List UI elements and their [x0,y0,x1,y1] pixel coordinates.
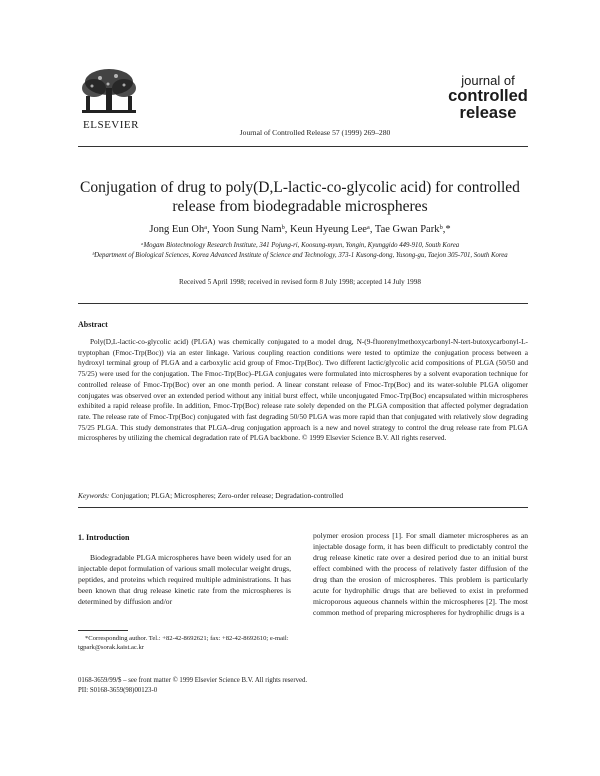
article-title: Conjugation of drug to poly(D,L-lactic-co-glycolic acid) for controlled release from biodegradable microspheres [80,179,520,215]
journal-logo-line3: release [459,103,517,122]
keywords-list: Conjugation; PLGA; Microspheres; Zero-order release; Degradation-controlled [111,491,344,500]
pii-line: PII: S0168-3659(98)00123-0 [78,687,158,694]
abstract-heading: Abstract [78,320,108,329]
received-dates: Received 5 April 1998; received in revised form 8 July 1998; accepted 14 July 1998 [179,278,421,286]
intro-right-column: polymer erosion process [1]. For small diameter microspheres as an injectable dosage form, it has been difficult to predictably control the drug release kinetic rate over a desired period due to an initial burst effect combined with the process of relatively faster diffusion of the drug than the erosion of microspheres. This problem is particularly acute for hydrophilic drugs that are believed to exist in preformed microporous aqueous channels within the microspheres [2]. The most common method of preparing microspheres for hydrophilic drugs is a [313,531,528,618]
affiliation-a: ᵃMogam Biotechnology Research Institute, 341 Pojung-ri, Koosung-myun, Yongin, Kyunggido 449-910, South Korea [140,242,460,249]
affiliation-b: ᵇDepartment of Biological Sciences, Korea Advanced Institute of Science and Technology, 373-1 Kusong-dong, Yusong-gu, Taejon 305-701, South Korea [92,252,508,259]
publisher-name: ELSEVIER [83,119,139,131]
keywords-label: Keywords: [78,491,110,500]
divider-bottom [78,507,528,508]
header-divider [78,146,528,147]
front-matter [78,676,528,696]
journal-logo-line2: controlled [448,87,528,105]
footnote-divider [78,630,128,631]
abstract-text: Poly(D,L-lactic-co-glycolic acid) (PLGA) was chemically conjugated to a model drug, N-(9-fluorenylmethoxycarbonyl-N-tert-butoxycarbonyl-L-tryptophan (Fmoc-Trp(Boc)) via an ester linkage. Various coupling reaction conditions were tested to optimize the conjugation process between a hydroxyl terminal group of PLGA and a carboxylic acid group of Fmoc-Trp(Boc). Two different lactic/glycolic acid compositions of PLGA (50/50 and 75/25) were used for the conjugation. The Fmoc-Trp(Boc)–PLGA conjugates were formulated into microspheres by a solvent evaporation technique for controlled release of Fmoc-Trp(Boc) over an one month period. A linear constant release of Fmoc-Trp(Boc) and its water-soluble PLGA oligomer conjugates was observed over an extended period without any initial burst effect, while unconjugated Fmoc-Trp(Boc) encapsulated within microspheres exhibited a rapid release profile. In addition, Fmoc-Trp(Boc) release rate solely depended on the PLGA composition that affected polymer degradation rate. The release rate of Fmoc-Trp(Boc) conjugated with fast degrading 50/50 PLGA was more rapid than that conjugated with relatively slow degrading 75/25 PLGA. This study demonstrates that PLGA–drug conjugation approach is a new and novel strategy to control the drug release rate from PLGA microspheres by utilizing the chemical degradation rate of PLGA backbone. © 1999 Elsevier Science B.V. All rights reserved. [78,337,528,443]
intro-left-column: Biodegradable PLGA microspheres have been widely used for an injectable depot formulation of various small molecular weight drugs, peptides, and proteins which required multiple administrations. It has been known that drug release kinetic rate from the microspheres is determined by diffusion and/or [78,553,291,607]
corresponding-author-footnote: *Corresponding author. Tel.: +82-42-8692621; fax: +82-42-8692610; e-mail: tgpark@sorak.kaist.ac.kr [78,635,289,651]
journal-logo-line1: journal of [461,73,515,88]
article-authors: Jong Eun Ohᵃ, Yoon Sung Namᵇ, Keun Hyeung Leeᵃ, Tae Gwan Parkᵇ,* [149,224,451,235]
keywords-line [78,491,528,500]
elsevier-tree-logo [78,66,140,116]
journal-logo [447,74,529,121]
section-heading: 1. Introduction [78,533,130,542]
journal-reference: Journal of Controlled Release 57 (1999) 269–280 [239,128,391,137]
divider-top [78,303,528,304]
copyright-line: 0168-3659/99/$ – see front matter © 1999 Elsevier Science B.V. All rights reserved. [78,677,308,684]
